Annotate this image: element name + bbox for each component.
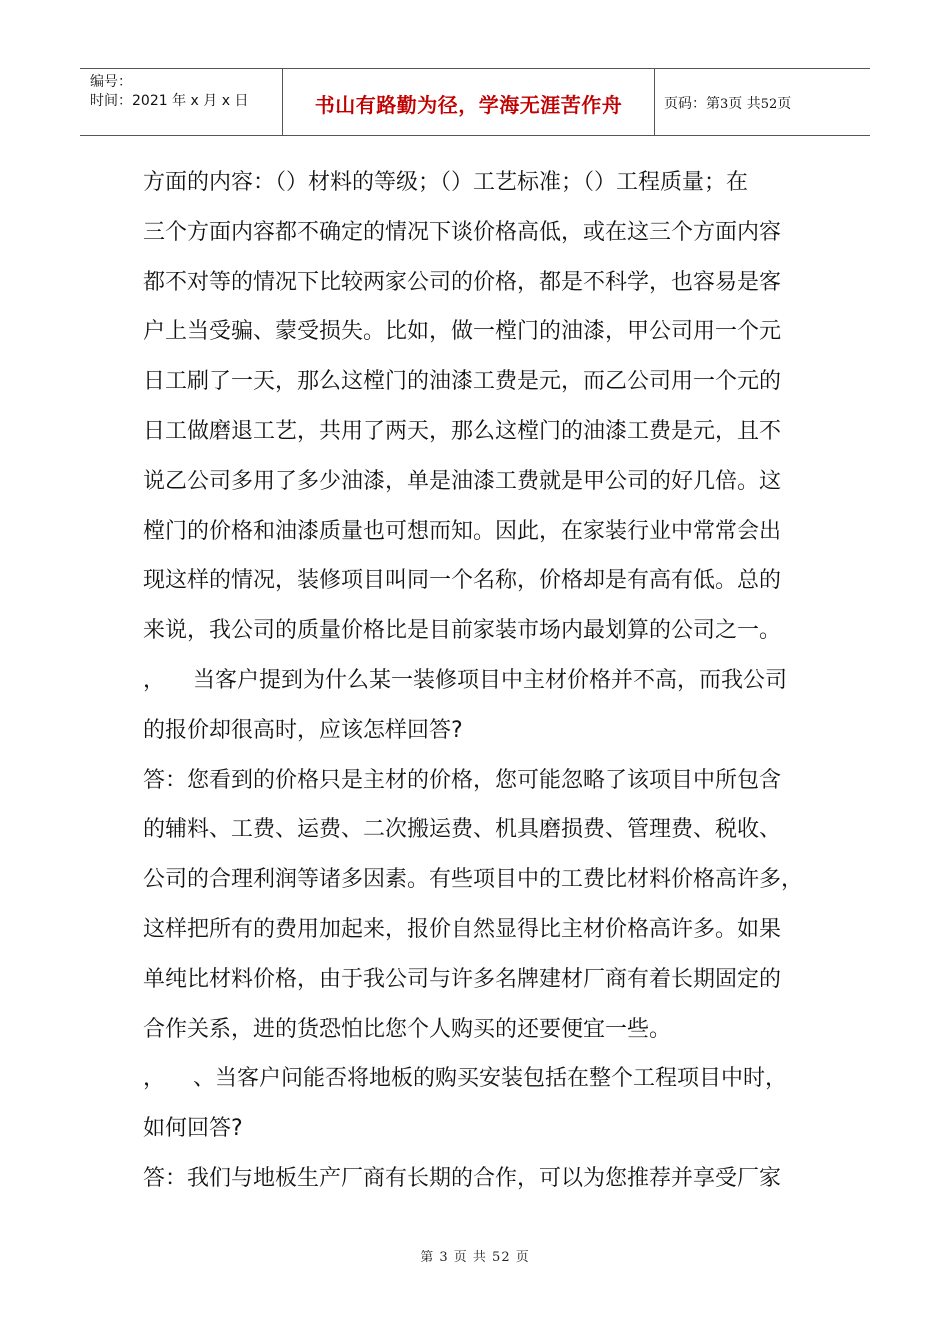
answer-line: 这样把所有的费用加起来，报价自然显得比主材价格高许多。如果 <box>143 916 782 942</box>
answer-line: 的辅料、工费、运费、二次搬运费、机具磨损费、管理费、税收、 <box>143 817 782 843</box>
page-header <box>80 68 870 136</box>
header-motto: 书山有路勤为径，学海无涯苦作舟 <box>314 93 623 117</box>
body-line: 来说，我公司的质量价格比是目前家装市场内最划算的公司之一。 <box>143 618 782 644</box>
body-line: 方面的内容：（）材料的等级；（）工艺标准；（）工程质量；在 <box>143 170 749 195</box>
answer-line: 单纯比材料价格，由于我公司与许多名牌建材厂商有着长期固定的 <box>143 966 782 992</box>
question-heading-cont: 如何回答? <box>143 1116 243 1142</box>
page-total: 52 <box>760 97 778 112</box>
body-line: 现这样的情况，装修项目叫同一个名称，价格却是有高有低。总的 <box>143 568 782 594</box>
body-line: 日工刷了一天，那么这樘门的油漆工费是元，而乙公司用一个元的 <box>143 369 782 395</box>
answer-line: 答：我们与地板生产厂商有长期的合作，可以为您推荐并享受厂家 <box>143 1165 782 1191</box>
header-divider-right <box>654 69 655 135</box>
body-line: 都不对等的情况下比较两家公司的价格，都是不科学，也容易是客 <box>143 269 782 295</box>
page-suffix: 页 <box>777 96 792 112</box>
document-date: 时间：2021 年 x 月 x 日 <box>90 93 249 109</box>
document-body <box>143 158 823 1204</box>
body-line: 说乙公司多用了多少油漆，单是油漆工费就是甲公司的好几倍。这 <box>143 468 782 494</box>
question-heading: ， 当客户提到为什么某一装修项目中主材价格并不高，而我公司 <box>143 667 787 693</box>
header-page-number <box>664 93 791 113</box>
page-current: 3 <box>720 97 729 112</box>
answer-line: 答：您看到的价格只是主材的价格，您可能忽略了该项目中所包含 <box>143 767 782 793</box>
answer-line: 公司的合理利润等诸多因素。有些项目中的工费比材料价格高许多， <box>143 867 804 893</box>
document-number-label: 编号： <box>90 74 132 90</box>
page-footer: 第 3 页 共 52 页 <box>420 1250 530 1265</box>
body-line: 三个方面内容都不确定的情况下谈价格高低，或在这三个方面内容 <box>143 219 782 245</box>
page-middle: 页 共 <box>728 96 761 112</box>
header-meta <box>90 73 248 111</box>
body-line: 日工做磨退工艺，共用了两天，那么这樘门的油漆工费是元，且不 <box>143 418 782 444</box>
page-prefix: 页码：第 <box>664 96 720 112</box>
body-line: 樘门的价格和油漆质量也可想而知。因此，在家装行业中常常会出 <box>143 518 782 544</box>
question-heading-cont: 的报价却很高时，应该怎样回答? <box>143 717 463 743</box>
answer-line: 合作关系，进的货恐怕比您个人购买的还要便宜一些。 <box>143 1016 672 1042</box>
body-line: 户上当受骗、蒙受损失。比如，做一樘门的油漆，甲公司用一个元 <box>143 319 782 345</box>
question-heading: ， 、当客户问能否将地板的购买安装包括在整个工程项目中时， <box>143 1066 787 1092</box>
